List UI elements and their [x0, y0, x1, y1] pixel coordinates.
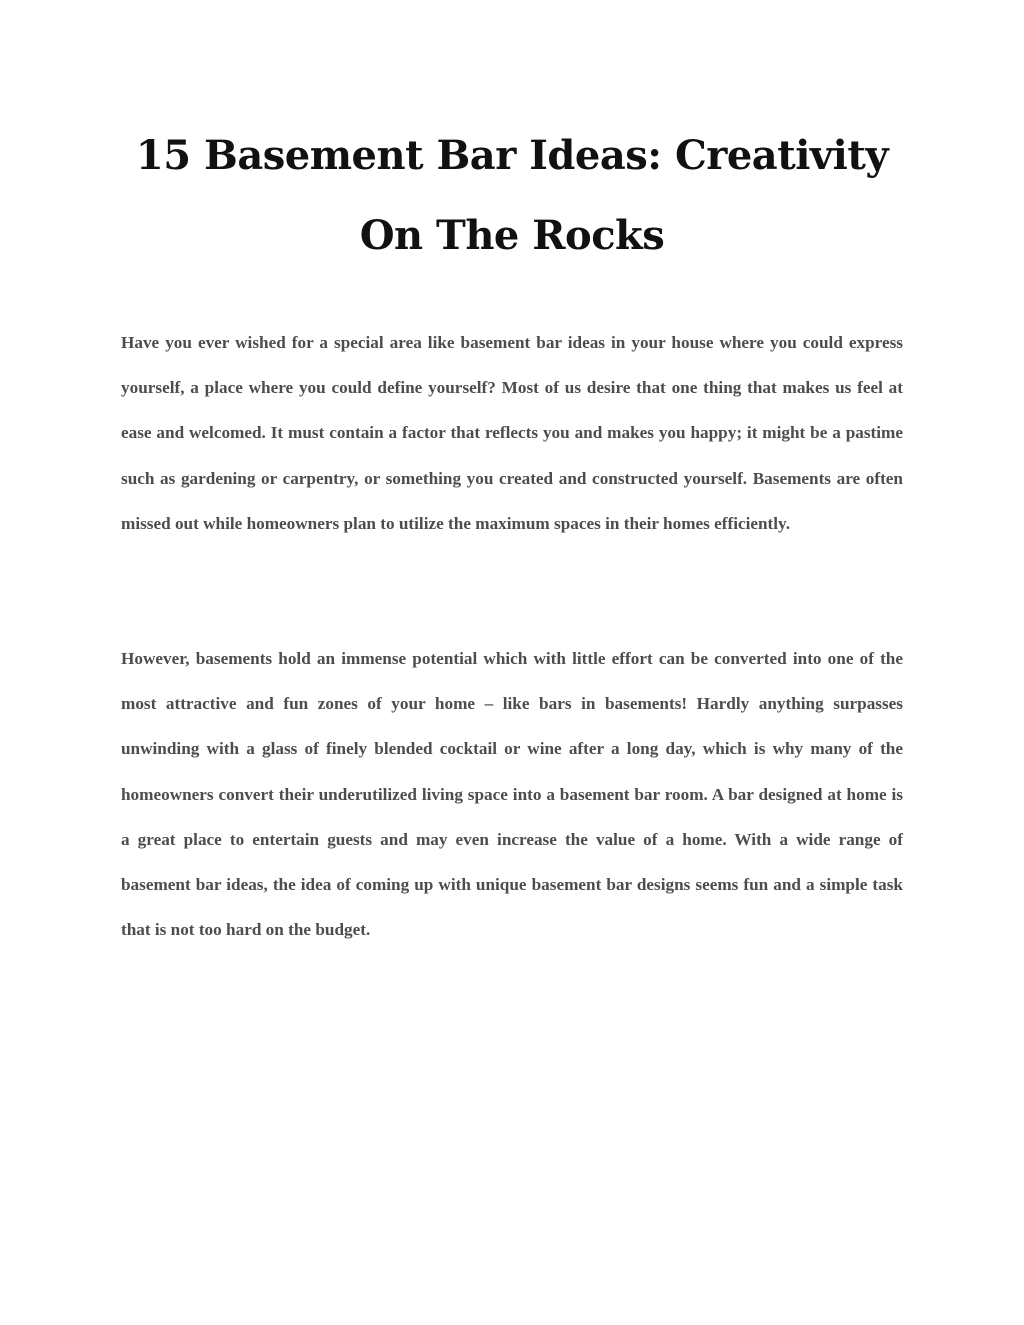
document-title: 15 Basement Bar Ideas: Creativity On The Rocks [135, 132, 889, 259]
body-paragraph-2: However, basements hold an immense potential which with little effort can be converted into one of the most attractive and fun zones of your home – like bars in basements! Hardly anything surpasses unwinding with a glass of finely blended cocktail or wine after a long day, which is why many of the homeowners convert their underutilized living space into a basement bar room. A bar designed at home is a great place to entertain guests and may even increase the value of a home. With a wide range of basement bar ideas, the idea of coming up with unique basement bar designs seems fun and a simple task that is not too hard on the budget. [121, 649, 903, 940]
body-paragraph-1: Have you ever wished for a special area like basement bar ideas in your house where you could express yourself, a place where you could define yourself? Most of us desire that one thing that makes us feel at ease and welcomed. It must contain a factor that reflects you and makes you happy; it might be a pastime such as gardening or carpentry, or something you created and constructed yourself. Basements are often missed out while homeowners plan to utilize the maximum spaces in their homes efficiently. [121, 333, 903, 533]
